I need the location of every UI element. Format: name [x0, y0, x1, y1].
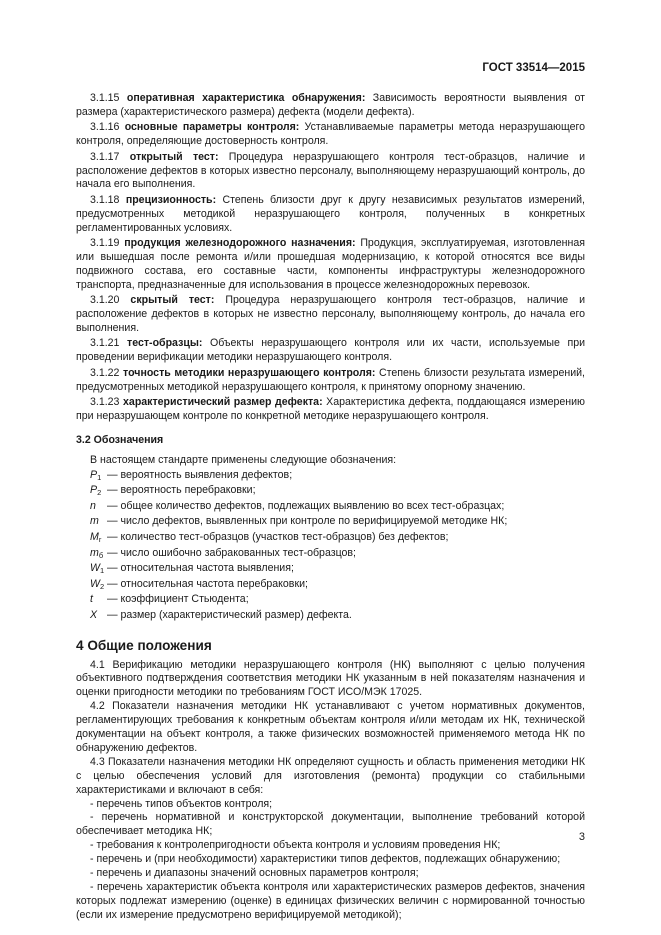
definition-term: тест-образцы: [127, 337, 203, 350]
document-id-header: ГОСТ 33514—2015 [482, 62, 585, 74]
symbol-description: — число дефектов, выявленных при контроле по верифицируемой методике НК; [106, 515, 508, 528]
symbol: m [90, 515, 99, 528]
paragraph-4-3: 4.3 Показатели назначения методики НК определяют сущность и область применения методики НК с целью обеспечения условий для изготовления (ремонта) продукции со стабильными характеристиками и включают в себя: [76, 755, 585, 796]
list-item: - перечень типов объектов контроля; [90, 797, 273, 810]
section-4-heading: 4 Общие положения [76, 637, 212, 653]
symbol-item [90, 547, 585, 563]
definition-number: 3.1.23 [90, 396, 120, 409]
symbol-item [90, 515, 585, 531]
symbol-description: — относительная частота выявления; [106, 562, 294, 575]
symbol: $W_1$ [90, 562, 105, 576]
list-item: - перечень нормативной и конструкторской документации, выполнение требований которой обеспечивает методика НК; [76, 811, 585, 838]
page-number: 3 [578, 831, 585, 843]
definition-term: продукция железнодорожного назначения: [124, 237, 356, 250]
definition-number: 3.1.20 [90, 294, 120, 307]
symbol-item [90, 562, 585, 578]
symbol: $M_r$ [90, 531, 102, 545]
definition-number: 3.1.17 [90, 150, 120, 163]
symbol-description: — размер (характеристический размер) дефекта. [106, 609, 352, 621]
list-item: - требования к контролепригодности объекта контроля и условиям проведения НК; [90, 839, 501, 852]
symbol-item [90, 500, 585, 516]
symbol: X [90, 609, 98, 621]
list-item: - перечень и (при необходимости) характеристики типов дефектов, подлежащих обнаружению; [90, 853, 561, 866]
paragraph-4-2: 4.2 Показатели назначения методики НК устанавливают с учетом нормативных документов, регламентирующих требования к конкретным объектам контроля и/или методам их НК, технической документации на объект контроля, а также физических возможностей применяемого метода НК по обнаружению дефектов. [76, 700, 585, 754]
definition-item [76, 237, 585, 293]
definition-number: 3.1.21 [90, 337, 120, 350]
section-3-2-heading: 3.2 Обозначения [76, 433, 164, 446]
symbol-item [90, 578, 585, 594]
definition-text: Процедура неразрушающего контроля тест-образцов, наличие и расположение дефектов в которых известно персоналу, выполняющему неразрушающий контроль, до начала его выполнения. [76, 150, 585, 191]
definition-item [76, 294, 585, 336]
definition-item [76, 194, 585, 236]
definition-text: Устанавливаемые параметры метода неразрушающего контроля, определяющие достоверность контроля. [76, 121, 585, 148]
symbol-description: — относительная частота перебраковки; [106, 577, 308, 590]
definition-item [76, 396, 585, 424]
definition-term: прецизионность: [125, 193, 217, 206]
definition-term: точность методики неразрушающего контроля: [123, 366, 376, 379]
symbol-item [90, 609, 585, 625]
symbol-description: — общее количество дефектов, подлежащих выявлению во всех тест-образцах; [106, 499, 505, 512]
definition-term: скрытый тест: [130, 294, 215, 307]
symbol: $P_2$ [90, 484, 102, 498]
definition-number: 3.1.16 [90, 121, 120, 134]
symbol: n [90, 499, 96, 512]
symbol-description: — количество тест-образцов (участков тест-образцов) без дефектов; [106, 531, 449, 544]
definition-item [76, 337, 585, 365]
symbol-item [90, 593, 585, 609]
definition-number: 3.1.18 [90, 193, 120, 206]
definition-text: Степень близости результата измерений, предусмотренных методикой неразрушающего контроля, к принятому опорному значению. [76, 366, 585, 393]
definition-term: оперативная характеристика обнаружения: [126, 92, 366, 104]
definition-text: Зависимость вероятности выявления от размера (характеристического размера) дефекта (модели дефекта). [76, 92, 585, 118]
symbol: $P_1$ [90, 468, 102, 482]
definition-term: открытый тест: [129, 150, 219, 163]
symbol-item [90, 469, 585, 485]
list-item: - перечень и диапазоны значений основных параметров контроля; [90, 867, 419, 880]
paragraph-4-1: 4.1 Верификацию методики неразрушающего контроля (НК) выполняют с целью получения объективного подтверждения соответствия методики НК указанным в ней показателям назначения и оценки пригодности методики по требованиям ГОСТ ИСО/МЭК 17025. [76, 658, 585, 699]
definition-number: 3.1.15 [90, 92, 120, 104]
definition-term: характеристический размер дефекта: [123, 396, 323, 409]
definition-item [76, 92, 585, 120]
definitions-list [76, 92, 585, 424]
symbol: t [90, 593, 93, 606]
definition-text: Продукция, эксплуатируемая, изготовленная или вышедшая после ремонта и/или прошедшая модернизацию, к которой относятся все виды подвижного состава, его составные части, компоненты инфраструктуры железнодорожного транспорта, предназначенные для использования в процессе железнодорожных перевозок. [76, 237, 585, 291]
symbol: $m_б$ [90, 546, 104, 560]
list-item: - перечень характеристик объекта контроля или характеристических размеров дефектов, значения которых подлежат измерению (оценке) в единицах физических величин с нормированной точностью (если их измерение предусмотрено верифицируемой методикой); [76, 881, 585, 921]
symbol-description: — коэффициент Стьюдента; [106, 593, 249, 606]
symbol-item [90, 484, 585, 500]
symbol-description: — вероятность выявления дефектов; [106, 468, 293, 481]
definition-text: Степень близости друг к другу независимых результатов измерений, предусмотренных методикой неразрушающего контроля, полученных в конкретных регламентированных условиях. [76, 193, 586, 234]
symbol: $W_2$ [90, 577, 105, 591]
definition-number: 3.1.22 [90, 366, 120, 379]
definition-item [76, 121, 585, 149]
definition-term: основные параметры контроля: [124, 121, 300, 134]
definition-number: 3.1.19 [90, 237, 120, 250]
definition-text: Объекты неразрушающего контроля или их части, используемые при проведении верификации методики неразрушающего контроля. [76, 337, 585, 364]
definition-item [76, 367, 585, 395]
symbol-description: — число ошибочно забракованных тест-образцов; [106, 546, 356, 559]
symbol-description: — вероятность перебраковки; [106, 484, 256, 497]
definition-text: Характеристика дефекта, поддающаяся измерению при неразрушающем контроле по конкретной методике неразрушающего контроля. [76, 396, 585, 422]
symbol-item [90, 531, 585, 547]
symbols-list [76, 469, 585, 625]
symbols-intro: В настоящем стандарте применены следующие обозначения: [90, 453, 397, 466]
definition-text: Процедура неразрушающего контроля тест-образцов, наличие и расположение дефектов в которых не известно персоналу, выполняющему контроль, до начала его выполнения. [76, 294, 586, 334]
definition-item [76, 151, 585, 193]
document-body [76, 92, 585, 923]
